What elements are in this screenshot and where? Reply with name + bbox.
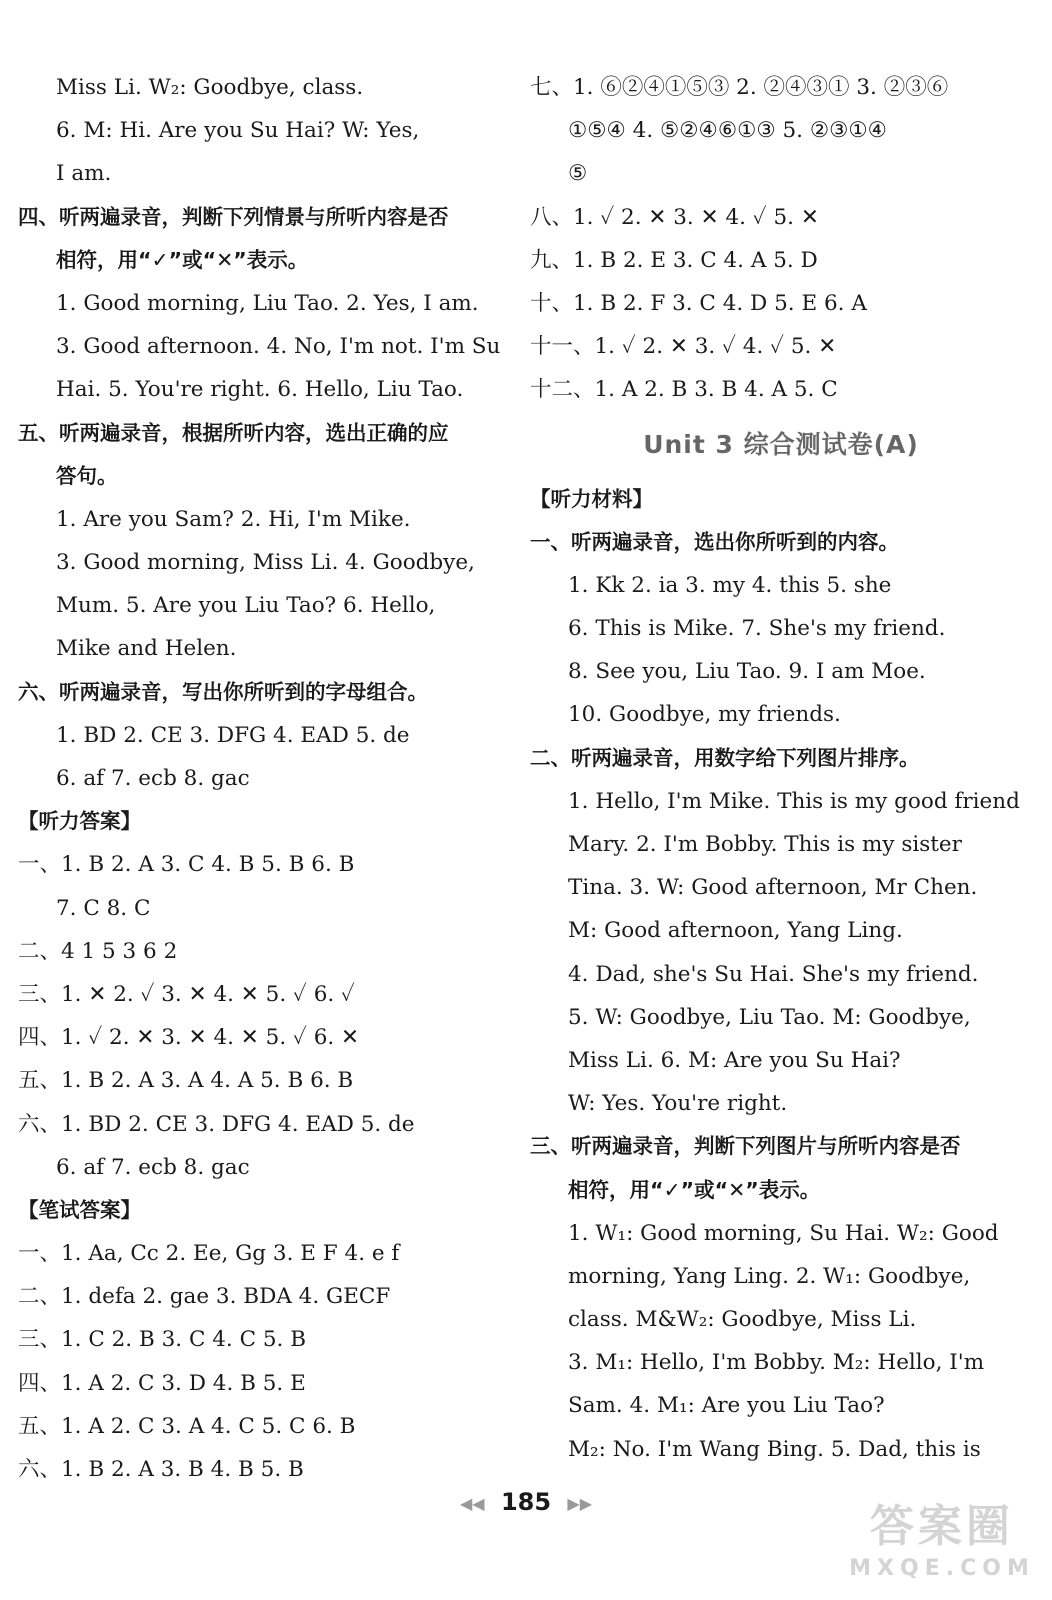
text-line: 1. Kk 2. ia 3. my 4. this 5. she [568,572,892,598]
text-line: class. M&W₂: Goodbye, Miss Li. [568,1307,917,1333]
text-line: 四、听两遍录音，判断下列情景与所听内容是否 [18,204,449,229]
text-line: 九、1. B 2. E 3. C 4. A 5. D [530,247,818,273]
text-line: 二、4 1 5 3 6 2 [18,938,178,964]
next-page-arrows-icon: ▶▶ [567,1493,593,1513]
text-line: 七、1. ⑥②④①⑤③ 2. ②④③① 3. ②③⑥ [530,75,949,100]
text-line: 五、1. A 2. C 3. A 4. C 5. C 6. B [18,1413,356,1439]
text-line: 四、1. ✓ 2. ✕ 3. ✕ 4. ✕ 5. ✓ 6. ✕ [18,1025,360,1051]
text-line: 一、听两遍录音，选出你所听到的内容。 [530,529,899,554]
text-line: 三、听两遍录音，判断下列图片与所听内容是否 [530,1134,961,1159]
text-line: 6. This is Mike. 7. She's my friend. [568,616,946,642]
text-line: morning, Yang Ling. 2. W₁: Goodbye, [568,1263,971,1289]
text-line: 【听力答案】 [18,809,141,834]
text-line: ①⑤④ 4. ⑤②④⑥①③ 5. ②③①④ [568,118,887,144]
prev-page-arrows-icon: ◀◀ [459,1493,485,1513]
page-number: 185 [500,1488,552,1516]
text-line: Tina. 3. W: Good afternoon, Mr Chen. [568,875,978,901]
text-line: Mum. 5. Are you Liu Tao? 6. Hello, [56,593,436,619]
text-line: 二、1. defa 2. gae 3. BDA 4. GECF [18,1284,391,1310]
text-line: 【听力材料】 [530,486,653,511]
text-line: 四、1. A 2. C 3. D 4. B 5. E [18,1370,306,1396]
text-line: 6. af 7. ecb 8. gac [56,766,250,791]
listening-materials-section [530,478,1032,1471]
text-line: Miss Li. 6. M: Are you Su Hai? [568,1047,901,1073]
text-line: Mary. 2. I'm Bobby. This is my sister [568,832,962,857]
text-line: 1. Hello, I'm Mike. This is my good friend [568,788,1020,814]
text-line: 相符，用“✓”或“✕”表示。 [56,247,309,272]
text-line: M: Good afternoon, Yang Ling. [568,918,903,944]
text-line: 8. See you, Liu Tao. 9. I am Moe. [568,659,926,685]
text-line: 十、1. B 2. F 3. C 4. D 5. E 6. A [530,290,867,316]
text-line: 相符，用“✓”或“✕”表示。 [568,1177,821,1202]
text-line: 1. Are you Sam? 2. Hi, I'm Mike. [56,506,411,532]
text-line: I am. [56,161,112,187]
unit-title: Unit 3 综合测试卷(A) [643,429,919,459]
right-column [530,66,1032,1471]
text-line: Hai. 5. You're right. 6. Hello, Liu Tao. [56,377,464,403]
text-line: 一、1. B 2. A 3. C 4. B 5. B 6. B [18,852,355,878]
text-line: 1. Good morning, Liu Tao. 2. Yes, I am. [56,290,479,316]
text-line: 三、1. ✕ 2. ✓ 3. ✕ 4. ✕ 5. ✓ 6. ✓ [18,981,355,1007]
text-line: 六、1. B 2. A 3. B 4. B 5. B [18,1457,304,1482]
text-line: 【笔试答案】 [18,1197,141,1222]
watermark-url: MXQE.COM [849,1556,1035,1581]
text-line: 八、1. ✓ 2. ✕ 3. ✕ 4. ✓ 5. ✕ [530,204,819,230]
watermark-text: 答案圈 [870,1501,1014,1552]
text-line: W: Yes. You're right. [568,1091,788,1117]
text-line: 7. C 8. C [56,895,151,921]
text-line: 五、听两遍录音，根据所听内容，选出正确的应 [18,420,449,445]
text-line: 十二、1. A 2. B 3. B 4. A 5. C [530,377,838,403]
text-line: ⑤ [568,161,588,187]
text-line: 二、听两遍录音，用数字给下列图片排序。 [530,745,920,770]
text-line: Mike and Helen. [56,636,237,662]
text-line: 3. M₁: Hello, I'm Bobby. M₂: Hello, I'm [568,1350,985,1376]
text-line: Sam. 4. M₁: Are you Liu Tao? [568,1393,885,1419]
text-line: 一、1. Aa, Cc 2. Ee, Gg 3. E F 4. e f [18,1241,400,1267]
watermark-logo [842,1500,1042,1596]
text-line: 六、听两遍录音，写出你所听到的字母组合。 [18,679,428,704]
text-line: 3. Good morning, Miss Li. 4. Goodbye, [56,550,475,576]
text-line: 3. Good afternoon. 4. No, I'm not. I'm Su [56,334,501,360]
text-line: 五、1. B 2. A 3. A 4. A 5. B 6. B [18,1068,354,1094]
text-line: M₂: No. I'm Wang Bing. 5. Dad, this is [568,1436,981,1462]
text-line: 十一、1. ✓ 2. ✕ 3. ✓ 4. ✓ 5. ✕ [530,334,837,360]
text-line: Miss Li. W₂: Goodbye, class. [56,75,364,100]
text-line: 三、1. C 2. B 3. C 4. C 5. B [18,1327,307,1353]
text-line: 答句。 [56,463,118,488]
left-column [18,66,504,1491]
text-line: 1. BD 2. CE 3. DFG 4. EAD 5. de [56,722,410,748]
text-line: 6. af 7. ecb 8. gac [56,1154,250,1180]
text-line: 5. W: Goodbye, Liu Tao. M: Goodbye, [568,1004,971,1030]
text-line: 10. Goodbye, my friends. [568,702,841,728]
text-line: 6. M: Hi. Are you Su Hai? W: Yes, [56,118,420,144]
text-line: 4. Dad, she's Su Hai. She's my friend. [568,961,979,987]
text-line: 六、1. BD 2. CE 3. DFG 4. EAD 5. de [18,1111,415,1137]
answer-section-continued [530,66,1032,412]
text-line: 1. W₁: Good morning, Su Hai. W₂: Good [568,1220,999,1246]
